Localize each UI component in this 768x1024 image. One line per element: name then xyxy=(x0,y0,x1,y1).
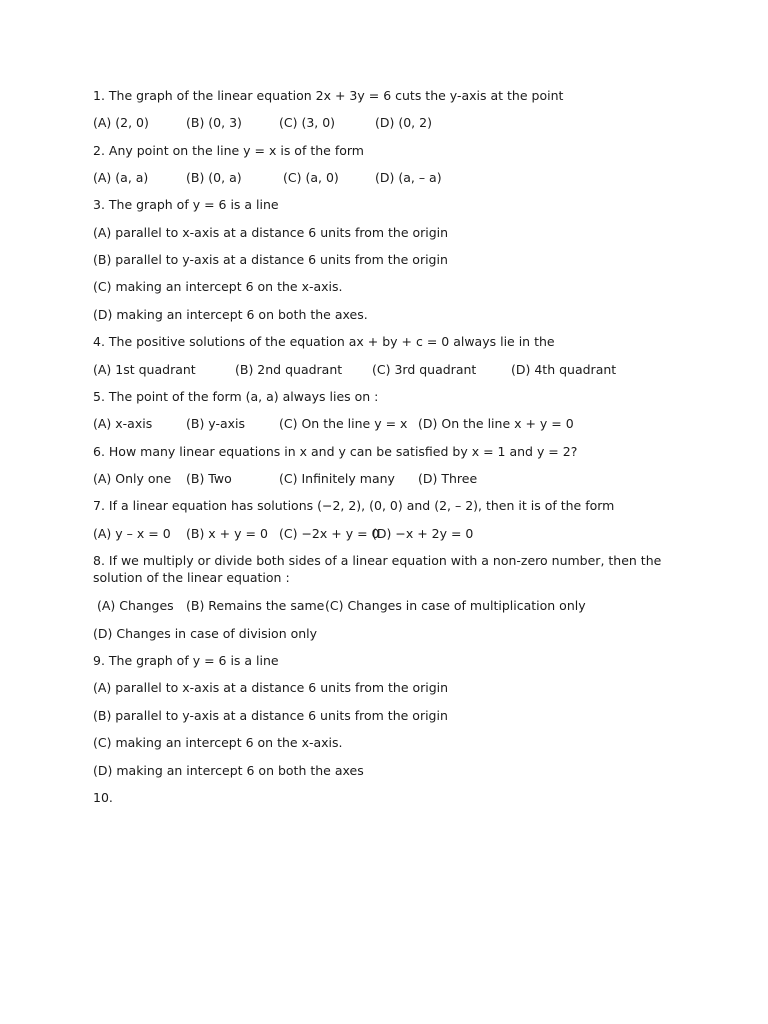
question-8-option-b: (B) Remains the same xyxy=(186,598,325,613)
question-2-option-b: (B) (0, a) xyxy=(186,170,242,185)
question-7-option-d: (D) −x + 2y = 0 xyxy=(372,526,474,541)
question-6-option-b: (B) Two xyxy=(186,471,232,486)
question-4-option-a: (A) 1st quadrant xyxy=(93,362,196,377)
question-8-option-d: (D) Changes in case of division only xyxy=(93,626,318,641)
question-1: 1. The graph of the linear equation 2x + 3y = 6 cuts the y-axis at the point xyxy=(93,88,564,103)
question-9-option-b: (B) parallel to y-axis at a distance 6 units from the origin xyxy=(93,708,448,723)
question-10: 10. xyxy=(93,790,113,805)
question-4: 4. The positive solutions of the equation ax + by + c = 0 always lie in the xyxy=(93,334,555,349)
question-2-option-c: (C) (a, 0) xyxy=(283,170,339,185)
question-9: 9. The graph of y = 6 is a line xyxy=(93,653,279,668)
question-8: 8. If we multiply or divide both sides of a linear equation with a non-zero number, then the solution of the linear equation : xyxy=(93,553,662,585)
question-7: 7. If a linear equation has solutions (−2, 2), (0, 0) and (2, – 2), then it is of the form xyxy=(93,498,615,513)
question-2: 2. Any point on the line y = x is of the form xyxy=(93,143,364,158)
question-7-option-a: (A) y – x = 0 xyxy=(93,526,171,541)
question-9-option-d: (D) making an intercept 6 on both the axes xyxy=(93,763,364,778)
question-6-option-a: (A) Only one xyxy=(93,471,172,486)
question-5-option-b: (B) y-axis xyxy=(186,416,246,431)
question-5-option-d: (D) On the line x + y = 0 xyxy=(418,416,574,431)
question-5-option-a: (A) x-axis xyxy=(93,416,153,431)
question-6: 6. How many linear equations in x and y can be satisfied by x = 1 and y = 2? xyxy=(93,444,578,459)
question-9-option-c: (C) making an intercept 6 on the x-axis. xyxy=(93,735,343,750)
question-8-option-c: (C) Changes in case of multiplication only xyxy=(325,598,586,613)
question-1-option-a: (A) (2, 0) xyxy=(93,115,149,130)
question-2-option-d: (D) (a, – a) xyxy=(375,170,442,185)
question-4-option-b: (B) 2nd quadrant xyxy=(235,362,343,377)
question-7-option-c: (C) −2x + y = 0 xyxy=(279,526,380,541)
question-6-option-c: (C) Infinitely many xyxy=(279,471,395,486)
question-4-option-d: (D) 4th quadrant xyxy=(511,362,617,377)
question-3-option-b: (B) parallel to y-axis at a distance 6 units from the origin xyxy=(93,252,448,267)
question-3-option-a: (A) parallel to x-axis at a distance 6 units from the origin xyxy=(93,225,449,240)
question-2-option-a: (A) (a, a) xyxy=(93,170,149,185)
question-1-option-b: (B) (0, 3) xyxy=(186,115,242,130)
question-1-option-d: (D) (0, 2) xyxy=(375,115,432,130)
question-5: 5. The point of the form (a, a) always lies on : xyxy=(93,389,379,404)
question-8-option-a: (A) Changes xyxy=(97,598,174,613)
question-6-option-d: (D) Three xyxy=(418,471,478,486)
question-7-option-b: (B) x + y = 0 xyxy=(186,526,268,541)
question-4-option-c: (C) 3rd quadrant xyxy=(372,362,477,377)
question-9-option-a: (A) parallel to x-axis at a distance 6 units from the origin xyxy=(93,680,449,695)
question-1-option-c: (C) (3, 0) xyxy=(279,115,336,130)
question-3: 3. The graph of y = 6 is a line xyxy=(93,197,279,212)
question-3-option-c: (C) making an intercept 6 on the x-axis. xyxy=(93,279,343,294)
question-5-option-c: (C) On the line y = x xyxy=(279,416,408,431)
question-3-option-d: (D) making an intercept 6 on both the axes. xyxy=(93,307,368,322)
